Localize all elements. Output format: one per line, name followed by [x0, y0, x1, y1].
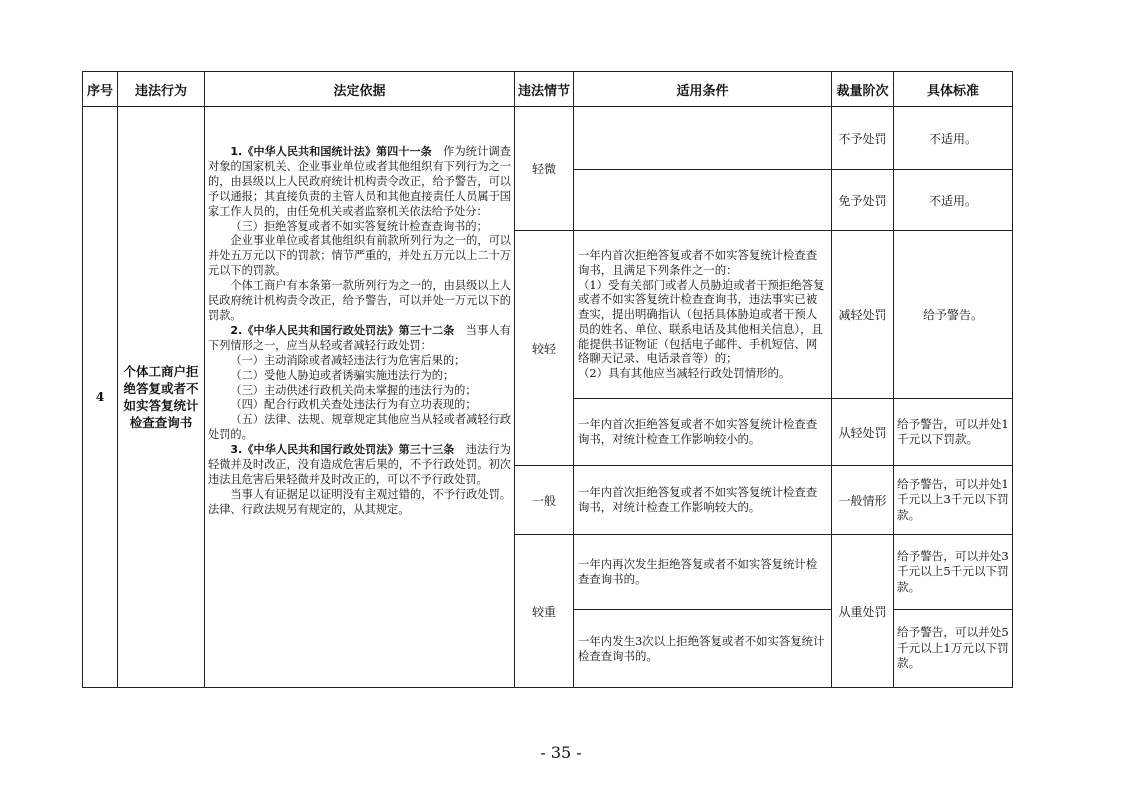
legal-article-text: （一）主动消除或者减轻违法行为危害后果的； — [230, 353, 466, 367]
header-conditions: 适用条件 — [574, 72, 832, 107]
legal-basis-paragraph — [208, 279, 511, 324]
standard-heavier-b: 给予警告，可以并处5千元以上1万元以下罚款。 — [894, 610, 1013, 688]
legal-article-text: （四）配合行政机关查处违法行为有立功表现的； — [230, 398, 477, 412]
circumstance-serious: 较重 — [515, 535, 574, 688]
legal-basis — [205, 107, 515, 688]
legal-basis-paragraph — [208, 234, 511, 279]
circumstance-general: 一般 — [515, 466, 574, 535]
legal-basis-paragraph — [208, 220, 511, 235]
standard-mitigated: 给予警告。 — [894, 231, 1013, 399]
legal-article-title: 2.《中华人民共和国行政处罚法》第三十二条 — [230, 323, 455, 337]
legal-basis-paragraph — [208, 354, 511, 369]
header-seq: 序号 — [83, 72, 118, 107]
legal-article-text: （三）拒绝答复或者不如实答复统计检查查询书的； — [230, 219, 488, 233]
level-mitigated: 减轻处罚 — [832, 231, 894, 399]
level-lighter: 从轻处罚 — [832, 399, 894, 466]
circumstance-minor: 轻微 — [515, 107, 574, 231]
legal-basis-paragraph — [208, 443, 511, 488]
condition-lighter-a — [574, 231, 832, 399]
legal-article-title: 1.《中华人民共和国统计法》第四十一条 — [230, 145, 432, 158]
condition-minor — [574, 107, 832, 170]
legal-article-text: 作为统计调查对象的国家机关、企业事业单位或者其他组织有下列行为之一的，由县级以上人民政府统计机构责令改正，给予警告，可以予以通报；其直接负责的主管人员和其他直接责任人员属于国家工作人员的，由任免机关或者监察机关依法给予处分： — [208, 145, 511, 218]
condition-lighter-b: 一年内首次拒绝答复或者不如实答复统计检查查询书，对统计检查工作影响较小的。 — [574, 399, 832, 466]
condition-serious-a: 一年内再次发生拒绝答复或者不如实答复统计检查查询书的。 — [574, 535, 832, 610]
legal-basis-paragraph — [208, 488, 511, 518]
legal-basis-paragraph — [208, 413, 511, 443]
legal-article-title: 3.《中华人民共和国行政处罚法》第三十三条 — [230, 443, 455, 457]
violation-act: 个体工商户拒绝答复或者不如实答复统计检查查询书 — [118, 107, 205, 688]
standard-no-penalty: 不适用。 — [894, 107, 1013, 170]
legal-basis-paragraph — [208, 324, 511, 354]
table-row — [83, 107, 1013, 170]
legal-basis-paragraph — [208, 145, 511, 220]
legal-basis-paragraph — [208, 369, 511, 384]
legal-article-text: 个体工商户有本条第一款所列行为之一的，由县级以上人民政府统计机构责令改正，给予警告，可以并处一万元以下的罚款。 — [208, 279, 511, 322]
legal-article-text: 当事人有下列情形之一，应当从轻或者减轻行政处罚： — [208, 323, 511, 352]
condition-serious-b: 一年内发生3次以上拒绝答复或者不如实答复统计检查查询书的。 — [574, 610, 832, 688]
legal-article-text: 违法行为轻微并及时改正，没有造成危害后果的，不予行政处罚。初次违法且危害后果轻微并及时改正的，可以不予行政处罚。 — [208, 443, 511, 486]
header-act: 违法行为 — [118, 72, 205, 107]
page-number: - 35 - — [540, 743, 582, 762]
legal-article-text: （五）法律、法规、规章规定其他应当从轻或者减轻行政处罚的。 — [208, 413, 511, 442]
legal-article-text: （三）主动供述行政机关尚未掌握的违法行为的； — [230, 383, 477, 397]
table-header-row — [83, 72, 1013, 107]
standard-general: 给予警告，可以并处1千元以上3千元以下罚款。 — [894, 466, 1013, 535]
standard-exempt: 不适用。 — [894, 170, 1013, 231]
condition-general: 一年内首次拒绝答复或者不如实答复统计检查查询书，对统计检查工作影响较大的。 — [574, 466, 832, 535]
header-level: 裁量阶次 — [832, 72, 894, 107]
legal-article-text: 企业事业单位或者其他组织有前款所列行为之一的，可以并处五万元以下的罚款；情节严重的，并处五万元以上二十万元以下的罚款。 — [208, 234, 511, 278]
level-general: 一般情形 — [832, 466, 894, 535]
level-no-penalty: 不予处罚 — [832, 107, 894, 170]
legal-basis-paragraph — [208, 384, 511, 399]
header-standard: 具体标准 — [894, 72, 1013, 107]
legal-article-text: 当事人有证据足以证明没有主观过错的，不予行政处罚。法律、行政法规另有规定的，从其规定。 — [208, 487, 511, 516]
penalty-standards-table — [82, 71, 1013, 688]
condition-lighter-a-text: 一年内首次拒绝答复或者不如实答复统计检查查询书，且满足下列条件之一的： （1）受有关部门或者人员胁迫或者干预拒绝答复或者不如实答复统计检查查询书，违法事实已被查实，提出明确指认（包括具体胁迫或者干预人员的姓名、单位、联系电话及其他相关信息），且能提供书证物证（包括电子邮件、手机短信、网络聊天记录、电话录音等）的； （2）具有其他应当减轻行政处罚情形的。 — [578, 247, 825, 381]
level-heavier: 从重处罚 — [832, 535, 894, 688]
circumstance-lighter: 较轻 — [515, 231, 574, 466]
legal-basis-paragraph — [208, 398, 511, 413]
condition-minor-exempt — [574, 170, 832, 231]
header-circumstance: 违法情节 — [515, 72, 574, 107]
row-seq: 4 — [83, 107, 118, 688]
legal-article-text: （二）受他人胁迫或者诱骗实施违法行为的； — [230, 368, 455, 382]
standard-heavier-a: 给予警告，可以并处3千元以上5千元以下罚款。 — [894, 535, 1013, 610]
level-exempt: 免予处罚 — [832, 170, 894, 231]
header-basis: 法定依据 — [205, 72, 515, 107]
standard-lighter: 给予警告，可以并处1千元以下罚款。 — [894, 399, 1013, 466]
